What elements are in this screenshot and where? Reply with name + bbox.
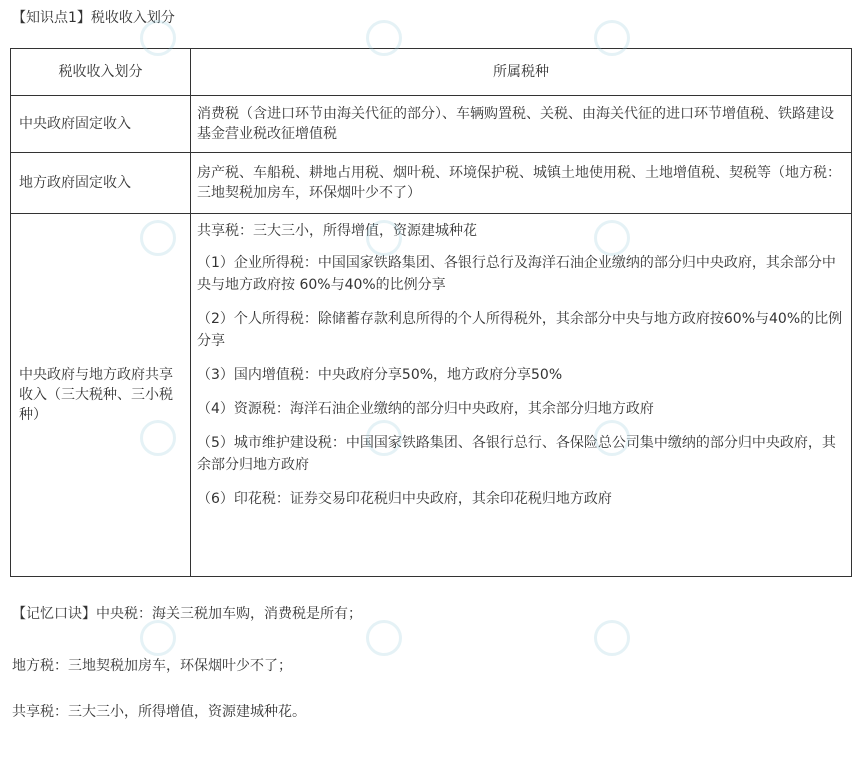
row-category: 中央政府与地方政府共享收入（三大税种、三小税种） [11,214,191,577]
shared-item: （5）城市维护建设税：中国国家铁路集团、各银行总行、各保险总公司集中缴纳的部分归中央政府，其余部分归地方政府 [197,435,836,473]
row-content: 消费税（含进口环节由海关代征的部分）、车辆购置税、关税、由海关代征的进口环节增值税、铁路建设基金营业税改征增值税 [191,96,852,153]
table-header-row [11,49,852,96]
row-category: 地方政府固定收入 [11,153,191,214]
shared-item: （4）资源税：海洋石油企业缴纳的部分归中央政府，其余部分归地方政府 [197,401,654,417]
row-content: 房产税、车船税、耕地占用税、烟叶税、环境保护税、城镇土地使用税、土地增值税、契税等（地方税：三地契税加房车，环保烟叶少不了） [191,153,852,214]
shared-item: （3）国内增值税：中央政府分享50%，地方政府分享50% [197,367,563,383]
table-row [11,153,852,214]
shared-item: （2）个人所得税：除储蓄存款利息所得的个人所得税外，其余部分中央与地方政府按60%与40%的比例分享 [197,311,843,349]
shared-item: （1）企业所得税：中国国家铁路集团、各银行总行及海洋石油企业缴纳的部分归中央政府，其余部分中央与地方政府按 60%与40%的比例分享 [197,255,836,293]
header-tax-types: 所属税种 [191,49,852,96]
tax-revenue-table [10,48,852,577]
shared-summary: 共享税：三大三小，所得增值，资源建城种花 [197,223,477,239]
memo-line-local: 地方税：三地契税加房车，环保烟叶少不了； [12,658,292,674]
shared-item: （6）印花税：证券交易印花税归中央政府，其余印花税归地方政府 [197,491,612,507]
header-category: 税收收入划分 [11,49,191,96]
section-heading: 【知识点1】税收收入划分 [12,10,175,26]
row-content [191,214,852,577]
table-row [11,96,852,153]
watermark-logo [140,620,176,656]
table-row [11,214,852,577]
watermark-logo [366,620,402,656]
watermark-logo [594,620,630,656]
row-category: 中央政府固定收入 [11,96,191,153]
memo-line-central: 【记忆口诀】中央税：海关三税加车购，消费税是所有； [12,606,362,622]
memo-line-shared: 共享税：三大三小，所得增值，资源建城种花。 [12,704,306,720]
